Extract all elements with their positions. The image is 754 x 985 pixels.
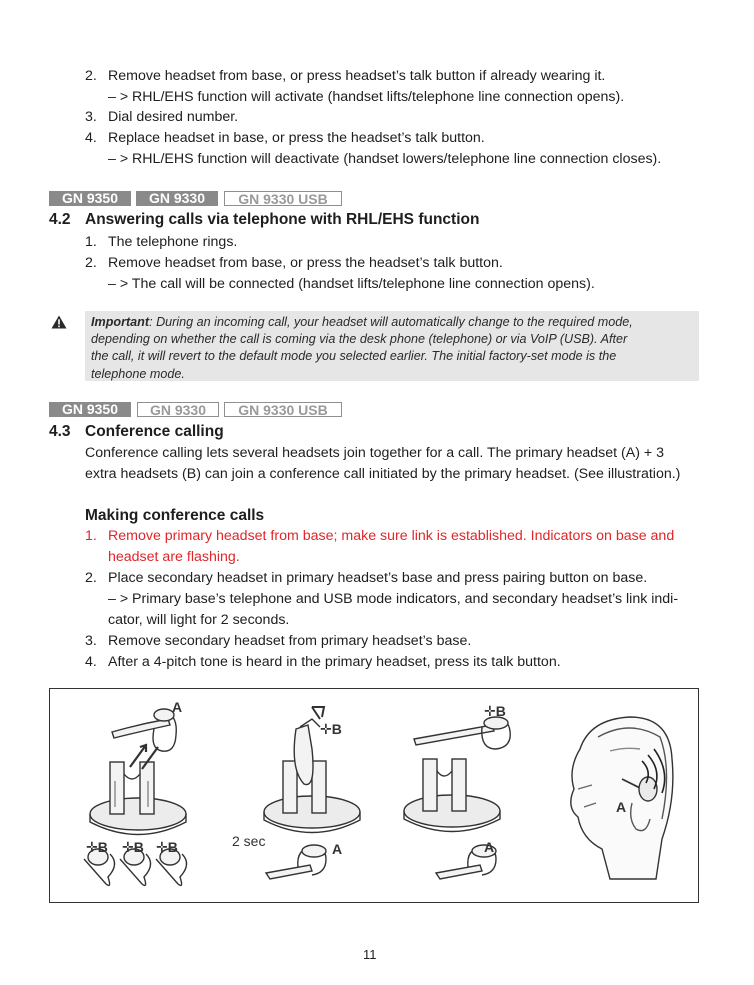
model-tag: GN 9330 USB: [224, 402, 342, 417]
base-station-icon: [90, 762, 186, 835]
note-label: Important: [91, 315, 150, 329]
label-a: A: [616, 799, 627, 815]
intro-line: extra headsets (B) can join a conference call initiated by the primary headset. (See illustration.): [85, 466, 681, 482]
person-with-headset-icon: [571, 717, 673, 879]
model-tags-4-2: [0, 191, 754, 206]
model-tag: GN 9350: [49, 402, 131, 417]
label-b: ✛B: [320, 721, 342, 737]
label-b: ✛B: [86, 839, 108, 855]
base-station-icon: [264, 719, 360, 833]
important-note: Important: During an incoming call, your headset will automatically change to the required mode, depending on whether the call is coming via the desk phone (telephone) or via VoIP (USB). After the call, it will revert to the default mode you selected earlier. The initial factory-set mode is the telephone mode.: [85, 311, 699, 381]
down-arrow-icon: [312, 707, 324, 719]
intro-line: Conference calling lets several headsets join together for a call. The primary headset (A) + 3: [85, 445, 664, 461]
label-a: A: [484, 839, 495, 855]
model-tag: GN 9330: [136, 191, 218, 206]
model-tag: GN 9330 USB: [224, 191, 342, 206]
model-tag: GN 9350: [49, 191, 131, 206]
label-a: A: [332, 841, 343, 857]
label-b: ✛B: [156, 839, 178, 855]
label-b: ✛B: [484, 703, 506, 719]
primary-headset-icon: [266, 845, 326, 879]
warning-icon: [51, 315, 67, 329]
label-b: ✛B: [122, 839, 144, 855]
duration-label: 2 sec: [232, 833, 266, 849]
page-number: 11: [363, 947, 377, 962]
conference-illustration: [49, 688, 699, 903]
subsection-title: Making conference calls: [85, 507, 265, 524]
model-tags-4-3: [0, 402, 754, 417]
base-station-icon: [404, 759, 500, 832]
secondary-headset-icon: [414, 717, 510, 749]
illustration-drawing: [50, 689, 698, 902]
model-tag: GN 9330: [137, 402, 219, 417]
label-a: A: [172, 699, 183, 715]
